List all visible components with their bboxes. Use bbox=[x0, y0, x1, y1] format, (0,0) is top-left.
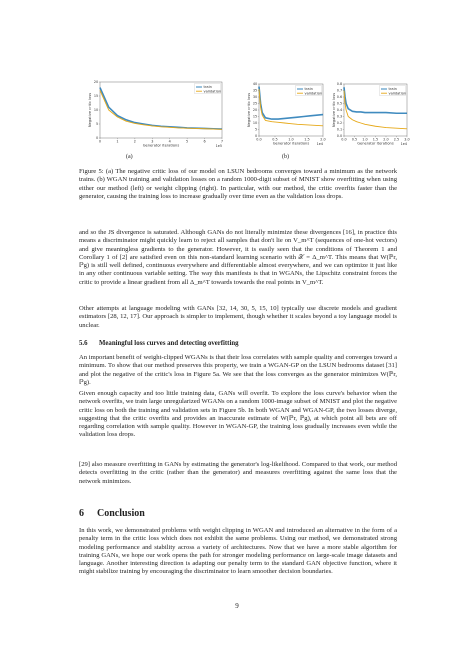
legend-label-validation: validation bbox=[388, 91, 407, 96]
figure-caption bbox=[79, 168, 397, 201]
x-tick-label: 0.0 bbox=[341, 137, 347, 142]
x-tick-label: 0.5 bbox=[272, 137, 278, 142]
y-tick-label: 35 bbox=[252, 88, 258, 93]
x-tick-label: 1.0 bbox=[288, 137, 294, 142]
caption-prefix: Figure 5: bbox=[79, 168, 104, 175]
x-tick-label: 1.5 bbox=[304, 137, 310, 142]
subsection-title: Meaningful loss curves and detecting overfitting bbox=[99, 340, 239, 347]
paragraph-weight-clipped-benefit: An important benefit of weight-clipped WGANs is that their loss correlates with sample quality and converges toward a minimum. To show that our method preserves this property, we train a WGAN-GP on the LSUN bedrooms dataset [31] and plot the negative of the critic's loss in Figure 5a. We see that the loss converges as the generator minimizes W(ℙr, ℙg). bbox=[79, 354, 397, 386]
x-tick-label: 1.0 bbox=[362, 137, 368, 142]
x-exponent: 1e5 bbox=[215, 144, 222, 148]
y-tick-label: 30 bbox=[252, 95, 258, 100]
page-number: 9 bbox=[235, 602, 239, 610]
paragraph-conclusion: In this work, we demonstrated problems with weight clipping in WGAN and introduced an alternative in the form of a penalty term in the critic loss which does not exhibit the same problems. Using our method, we demonstrated strong modeling performance and stability across a variety of architectures. Now that we have a more stable algorithm for training GANs, we hope our work opens the path for stronger modeling performance on large-scale image datasets and language. Another interesting direction is adapting our penalty term to the standard GAN objective function, where it might stabilize training by encouraging the discriminator to learn smoother decision boundaries. bbox=[79, 527, 397, 576]
y-tick-label: 0.2 bbox=[336, 121, 343, 126]
y-tick-label: 5 bbox=[255, 127, 258, 132]
y-tick-label: 15 bbox=[93, 94, 99, 99]
legend-label-validation: validation bbox=[203, 89, 222, 94]
y-tick-label: 40 bbox=[252, 82, 258, 87]
chart-svg bbox=[86, 78, 226, 152]
chart-svg bbox=[246, 80, 326, 150]
x-tick-label: 2 bbox=[133, 139, 136, 144]
y-tick-label: 25 bbox=[252, 101, 258, 106]
x-axis-label: Generator iterations bbox=[142, 143, 180, 148]
caption-text: (a) The negative critic loss of our model on LSUN bedrooms converges toward a minimum as the network trains. (b) WGAN training and validation losses on a random 1000-digit subset of MNIST show overfitting when using either our method (left) or weight clipping (right). In particular, with our method, the critic overfits faster than the generator, causing the training loss to increase gradually over time even as the validation loss drops. bbox=[79, 168, 398, 200]
subsection-heading bbox=[79, 340, 397, 347]
y-tick-label: 0.7 bbox=[336, 88, 343, 93]
paragraph-log-likelihood: [29] also measure overfitting in GANs by estimating the generator's log-likelihood. Compared to that work, our method detects overfitting in the critic (rather than the generator) and measures overfitting against the same loss that the network minimizes. bbox=[79, 461, 397, 485]
figure-5 bbox=[86, 78, 410, 164]
x-tick-label: 0 bbox=[98, 139, 102, 144]
plot-b-right-weight-clipping bbox=[330, 80, 410, 150]
x-axis-label: Generator iterations bbox=[357, 141, 394, 146]
section-heading bbox=[79, 508, 145, 519]
x-tick-label: 3.0 bbox=[404, 137, 410, 142]
x-tick-label: 1.5 bbox=[372, 137, 379, 142]
y-tick-label: 0.0 bbox=[336, 134, 343, 139]
figure-label-a: (a) bbox=[126, 154, 133, 160]
y-tick-label: 0.3 bbox=[336, 114, 343, 119]
legend-label-validation: validation bbox=[304, 91, 323, 96]
legend-label-train: train bbox=[203, 85, 212, 90]
legend-label-train: train bbox=[304, 87, 313, 92]
paragraph-overfitting: Given enough capacity and too little training data, GANs will overfit. To explore the loss curve's behavior when the network overfits, we train large unregularized WGANs on a random 1000-image subset of MNIST and plot the negative critic loss on both the training and validation sets in Figure 5b. In both WGAN and WGAN-GP, the two losses diverge, suggesting that the critic overfits and provides an inaccurate estimate of W(ℙr, ℙg), at which point all bets are off regarding correlation with sample quality. However in WGAN-GP, the training loss gradually increases even while the validation loss drops. bbox=[79, 390, 397, 439]
y-tick-label: 0.8 bbox=[336, 82, 343, 87]
legend-label-train: train bbox=[388, 87, 397, 92]
y-axis-label: Negative critic loss bbox=[247, 92, 251, 128]
x-tick-label: 4 bbox=[168, 139, 171, 144]
y-tick-label: 0.5 bbox=[336, 101, 343, 106]
y-tick-label: 20 bbox=[252, 108, 258, 113]
x-axis-label: Generator iterations bbox=[272, 141, 310, 146]
paragraph-js-divergence: and so the JS divergence is saturated. Although GANs do not literally minimize these divergences [16], in practice this means a discriminator might quickly learn to reject all samples that don't lie on V_m^T (sequences of one-hot vectors) and give meaningless gradients to the generator. However, it is easily seen that the conditions of Theorem 1 and Corollary 1 of [2] are satisfied even on this non-standard learning scenario with 𝒳 = Δ_m^T. This means that W(ℙr, ℙg) is still well defined, continuous everywhere and differentiable almost everywhere, and we can optimize it just like in any other continuous variable setting. The way this manifests is that in WGANs, the Lipschitz constraint forces the critic to provide a linear gradient from all Δ_m^T towards towards the real points in V_m^T. bbox=[79, 229, 397, 286]
plot-a-lsun bbox=[86, 78, 226, 152]
y-tick-label: 0.4 bbox=[336, 108, 343, 113]
x-exponent: 1e4 bbox=[316, 142, 323, 146]
plot-b-left-wgan-gp bbox=[246, 80, 326, 150]
section-number: 6 bbox=[79, 508, 84, 519]
y-tick-label: 0.6 bbox=[336, 95, 343, 100]
y-axis-label: Negative critic loss bbox=[332, 92, 336, 128]
section-title: Conclusion bbox=[97, 508, 145, 519]
y-tick-label: 20 bbox=[93, 80, 99, 85]
figure-label-b: (b) bbox=[282, 154, 289, 160]
y-tick-label: 15 bbox=[252, 114, 258, 119]
x-tick-label: 1 bbox=[116, 139, 119, 144]
y-axis-label: Negative critic loss bbox=[88, 92, 92, 128]
x-tick-label: 0.5 bbox=[351, 137, 358, 142]
subsection-number: 5.6 bbox=[79, 340, 88, 347]
y-tick-label: 10 bbox=[93, 108, 99, 113]
x-tick-label: 6 bbox=[203, 139, 206, 144]
y-tick-label: 10 bbox=[252, 121, 258, 126]
y-tick-label: 5 bbox=[96, 122, 99, 127]
y-tick-label: 0.1 bbox=[336, 127, 343, 132]
x-exponent: 1e4 bbox=[400, 142, 407, 146]
paragraph-language-modeling: Other attempts at language modeling with GANs [32, 14, 30, 5, 15, 10] typically use discrete models and gradient estimators [28, 12, 17]. Our approach is simpler to implement, though whether it scales beyond a toy language model is unclear. bbox=[79, 305, 397, 329]
x-tick-label: 5 bbox=[186, 139, 189, 144]
x-tick-label: 0.0 bbox=[256, 137, 262, 142]
x-tick-label: 2.5 bbox=[393, 137, 400, 142]
y-tick-label: 0 bbox=[96, 136, 99, 141]
x-tick-label: 2.0 bbox=[383, 137, 389, 142]
x-tick-label: 2.0 bbox=[320, 137, 326, 142]
y-tick-label: 0 bbox=[255, 134, 258, 139]
x-tick-label: 3 bbox=[151, 139, 154, 144]
chart-svg bbox=[330, 80, 410, 150]
x-tick-label: 7 bbox=[220, 139, 224, 144]
